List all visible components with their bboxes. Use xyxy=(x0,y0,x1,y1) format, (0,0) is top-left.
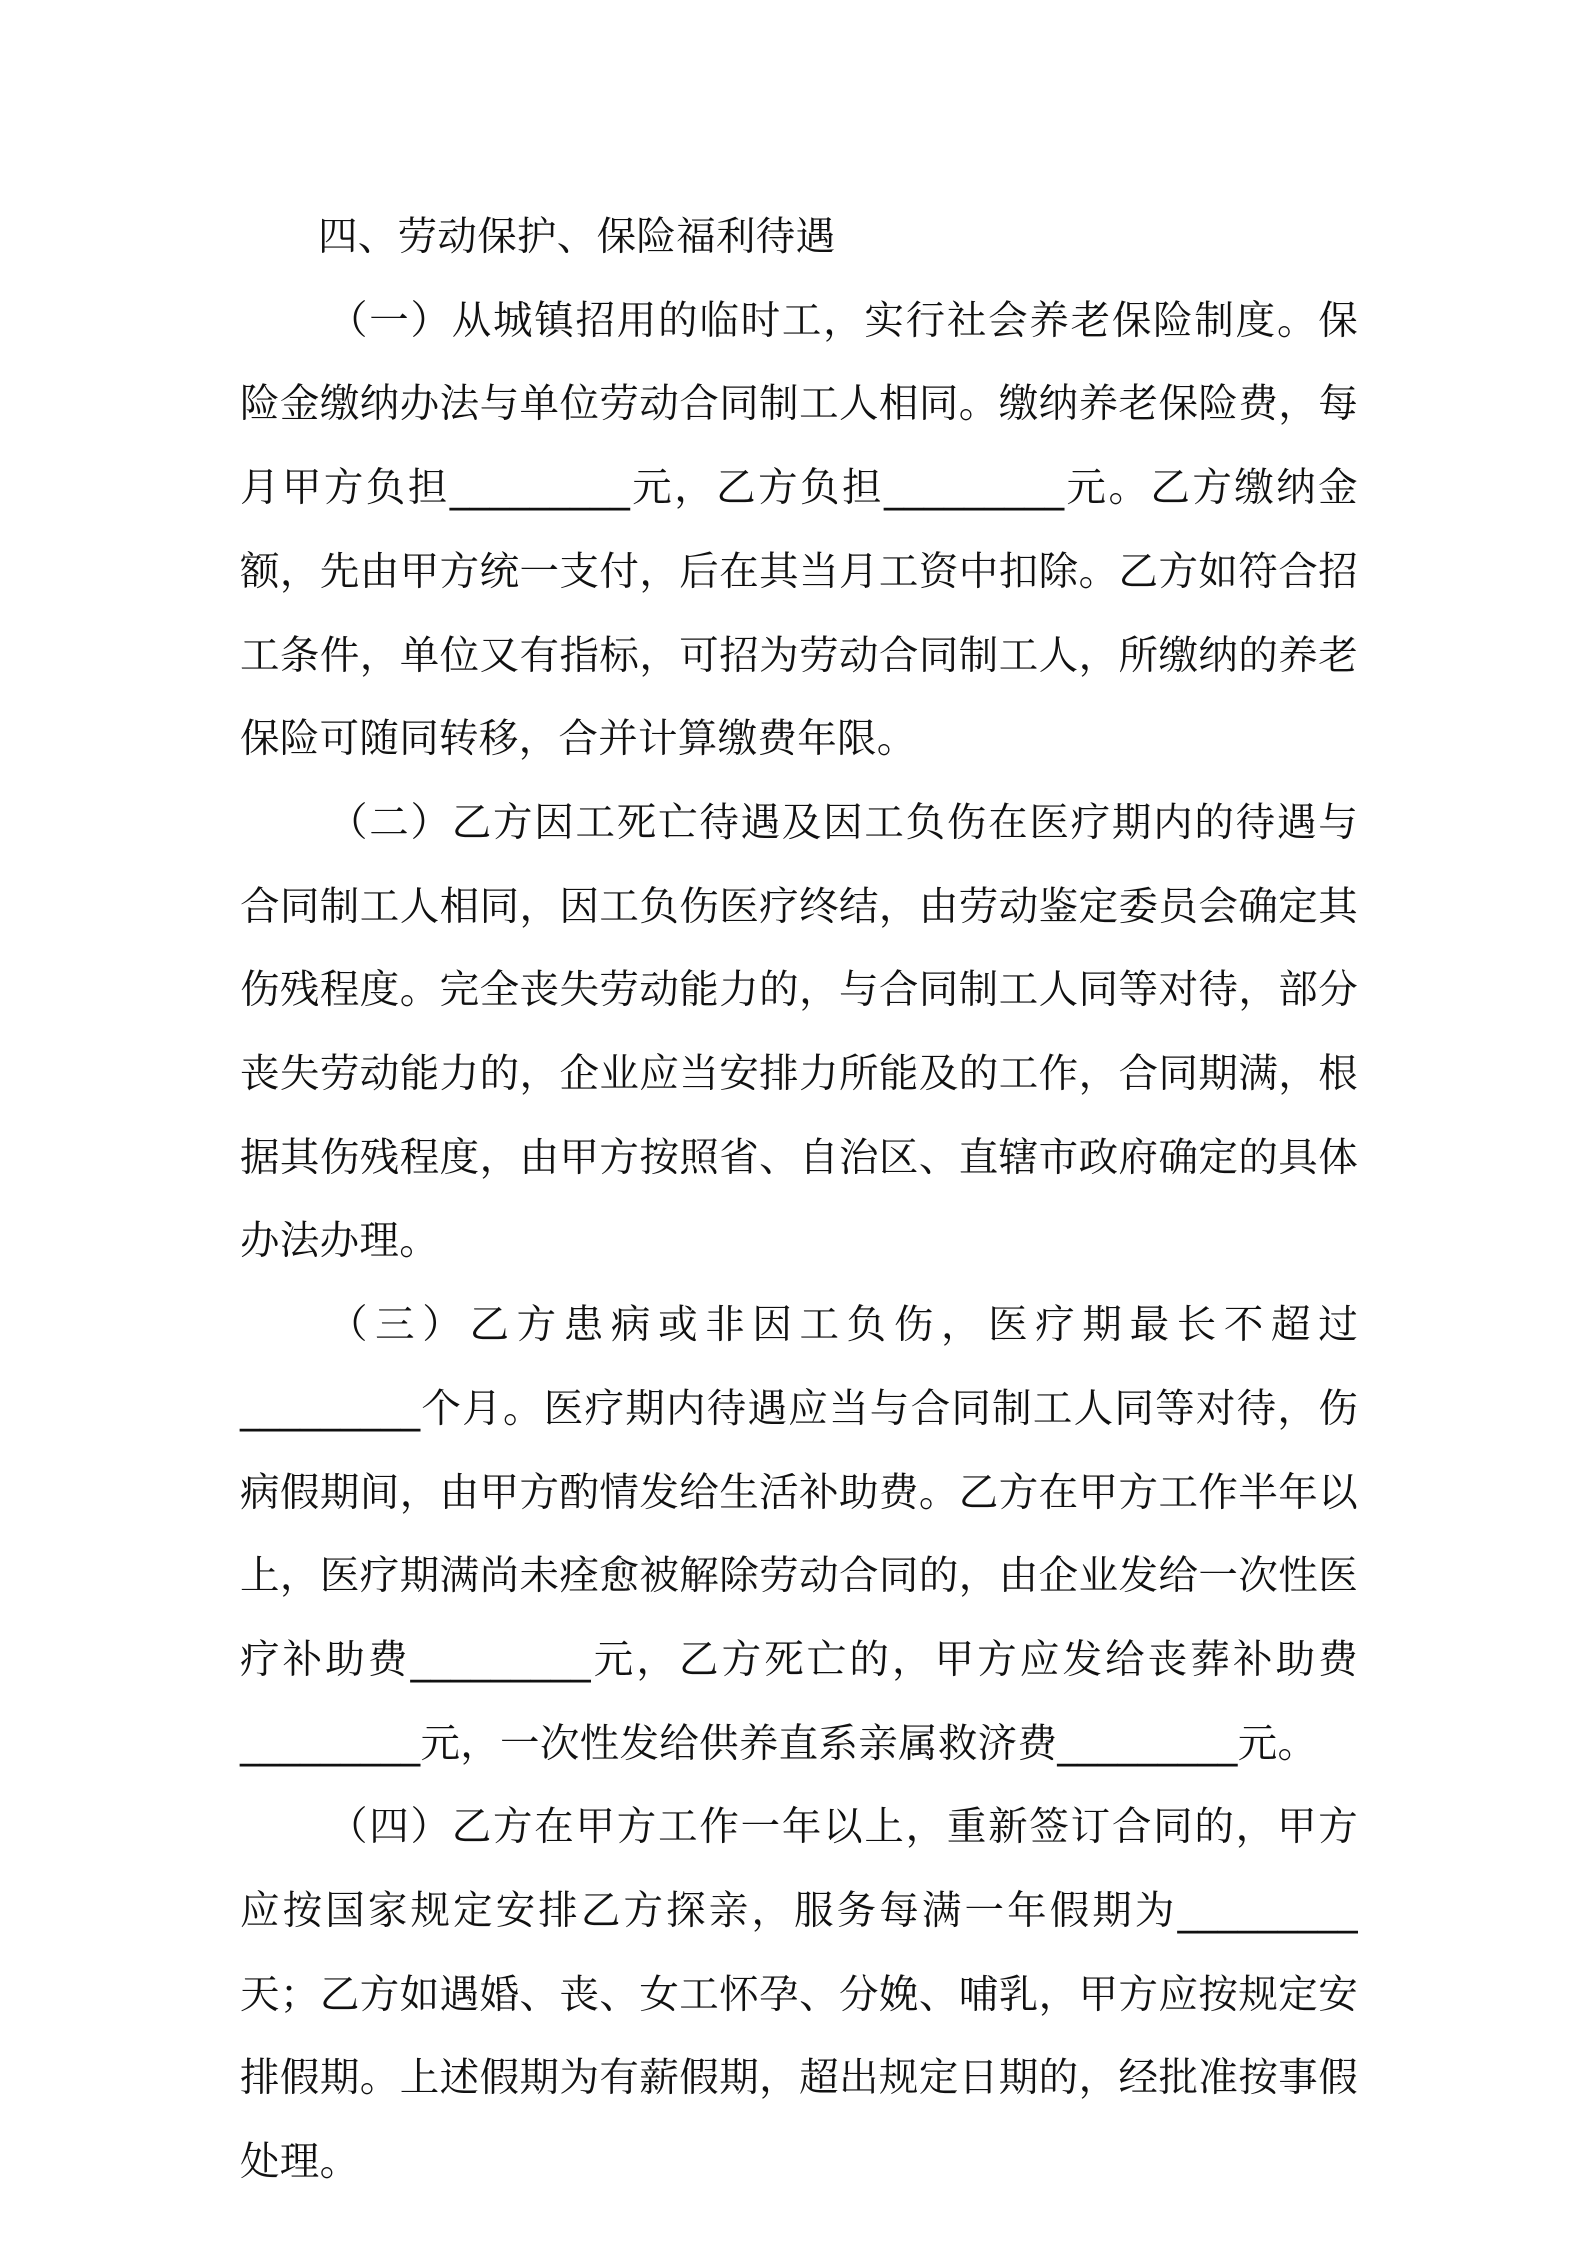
paragraph-illness-medical: （三）乙方患病或非因工负伤，医疗期最长不超过_________个月。医疗期内待遇应当与合同制工人同等对待，伤病假期间，由甲方酌情发给生活补助费。乙方在甲方工作半年以上，医疗期满尚未痊愈被解除劳动合同的，由企业发给一次性医疗补助费_________元，乙方死亡的，甲方应发给丧葬补助费_________元，一次性发给供养直系亲属救济费_________元。 xyxy=(240,1302,1358,1767)
document-body xyxy=(240,196,1358,2205)
paragraph-work-injury: （二）乙方因工死亡待遇及因工负伤在医疗期内的待遇与合同制工人相同，因工负伤医疗终结，由劳动鉴定委员会确定其伤残程度。完全丧失劳动能力的，与合同制工人同等对待，部分丧失劳动能力的，企业应当安排力所能及的工作，合同期满，根据其伤残程度，由甲方按照省、自治区、直辖市政府确定的具体办法办理。 xyxy=(240,799,1358,1265)
section-heading: 四、劳动保护、保险福利待遇 xyxy=(318,214,836,260)
paragraph-leave: （四）乙方在甲方工作一年以上，重新签订合同的，甲方应按国家规定安排乙方探亲，服务每满一年假期为_________天；乙方如遇婚、丧、女工怀孕、分娩、哺乳，甲方应按规定安排假期。上述假期为有薪假期，超出规定日期的，经批准按事假处理。 xyxy=(240,1804,1358,2186)
paragraph-pension-insurance: （一）从城镇招用的临时工，实行社会养老保险制度。保险金缴纳办法与单位劳动合同制工人相同。缴纳养老保险费，每月甲方负担_________元，乙方负担_________元。乙方缴纳金额，先由甲方统一支付，后在其当月工资中扣除。乙方如符合招工条件，单位又有指标，可招为劳动合同制工人，所缴纳的养老保险可随同转移，合并计算缴费年限。 xyxy=(240,297,1358,763)
